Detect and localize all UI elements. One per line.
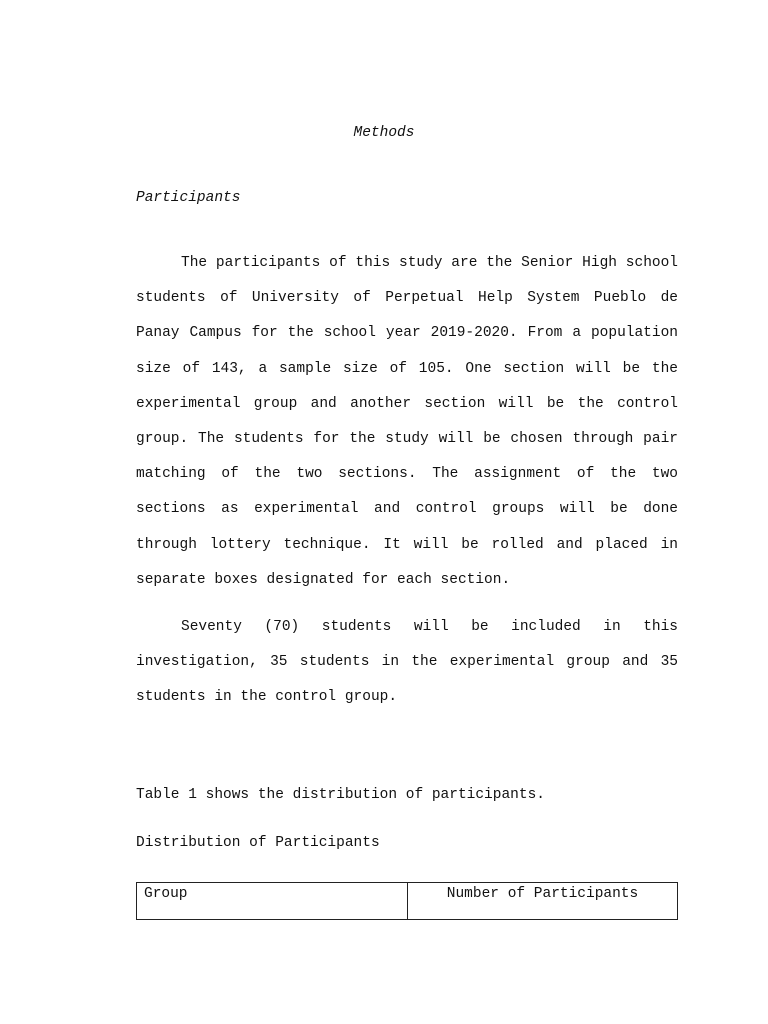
table-caption: Distribution of Participants	[136, 835, 380, 851]
table-header-cell: Group	[137, 883, 408, 920]
table-header-cell: Number of Participants	[408, 883, 678, 920]
table-header-row	[137, 883, 678, 920]
paragraph: Seventy (70) students will be included in this investigation, 35 students in the experimental group and 35 students in the control group.	[136, 619, 678, 706]
participants-table	[136, 882, 678, 920]
table-intro-text: Table 1 shows the distribution of participants.	[136, 787, 545, 803]
page-title: Methods	[353, 125, 415, 141]
section-heading: Participants	[136, 190, 241, 206]
paragraph: The participants of this study are the Senior High school students of University of Perpetual Help System Pueblo de Panay Campus for the school year 2019-2020. From a population size of 143, a sample size of 105. One section will be the experimental group and another section will be the control group. The students for the study will be chosen through pair matching of the two sections. The assignment of the two sections as experimental and control groups will be done through lottery technique. It will be rolled and placed in separate boxes designated for each section.	[136, 255, 678, 588]
